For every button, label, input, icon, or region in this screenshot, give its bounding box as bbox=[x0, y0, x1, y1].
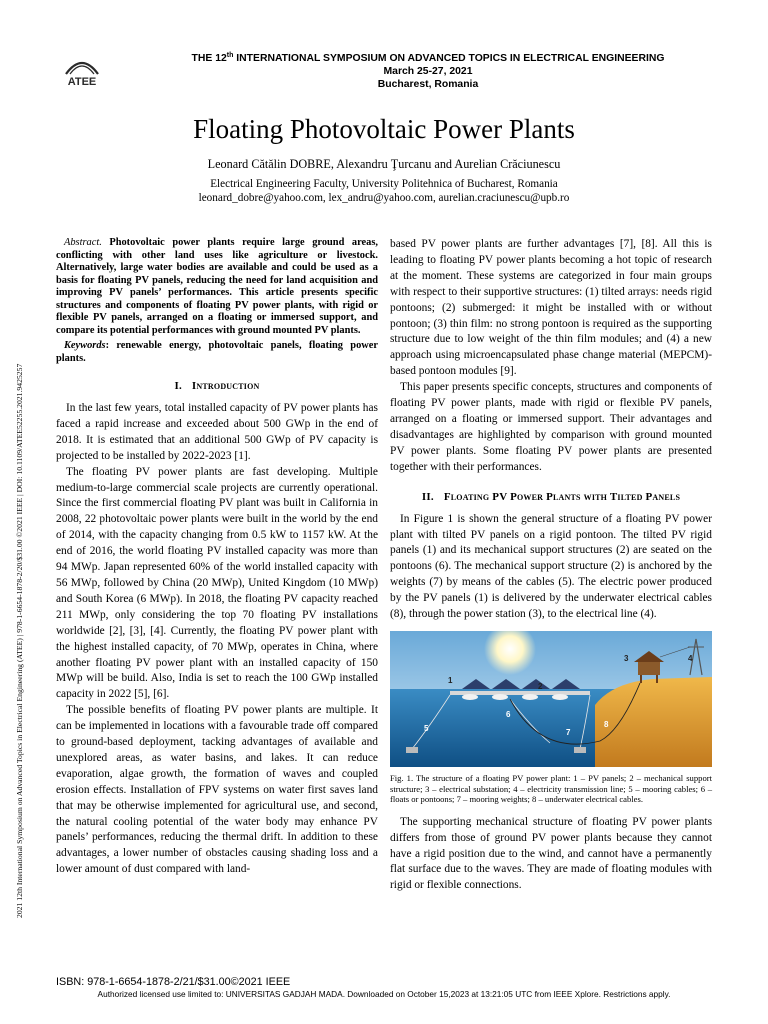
abstract bbox=[56, 237, 378, 337]
keywords-lead: Keywords bbox=[64, 340, 106, 351]
isbn-footer: ISBN: 978-1-6654-1878-2/21/$31.00©2021 IEEE bbox=[56, 976, 291, 988]
callout-4: 4 bbox=[688, 653, 693, 663]
shore-land bbox=[595, 677, 712, 767]
right-paragraph-1: based PV power plants are further advantages [7], [8]. All this is leading to floating PV power plants becoming a hot topic of research at the moment. These systems are categorized in four main groups with respect to their supportive structures: (1) tilted arrays: needs rigid pontoons; (2) submerged: it might be installed with or without pontoon; (3) thin film: no strong pontoon is required as the supporting structure due to low weight of the thin film modules; and (4) a new approach using microencapsulated phase change material (MEPCM)-based pontoon modules [9]. bbox=[390, 238, 712, 378]
floating-pv-plant-illustration bbox=[390, 631, 712, 767]
callout-8: 8 bbox=[604, 719, 609, 729]
conference-line-1-prefix: THE 12 bbox=[191, 53, 227, 64]
license-notice: Authorized licensed use limited to: UNIVERSITAS GADJAH MADA. Downloaded on October 15,2023 at 13:21:05 UTC from IEEE Xplore. Restrictions apply. bbox=[97, 989, 671, 999]
callout-5: 5 bbox=[424, 723, 429, 733]
figure-1-caption: Fig. 1. The structure of a floating PV power plant: 1 – PV panels; 2 – mechanical support structure; 3 – electrical substation; 4 – electricity transmission line; 5 – mooring cables; 6 – floats or pontoons; 7 – mooring weights; 8 – underwater electrical cables. bbox=[390, 772, 712, 805]
callout-3: 3 bbox=[624, 653, 629, 663]
callout-6: 6 bbox=[506, 709, 511, 719]
conference-dates: March 25-27, 2021 bbox=[383, 66, 473, 77]
author-emails: leonard_dobre@yahoo.com, lex_andru@yahoo.com, aurelian.craciunescu@upb.ro bbox=[198, 192, 570, 204]
keywords bbox=[56, 340, 378, 365]
atee-logo bbox=[60, 54, 104, 90]
left-column bbox=[56, 237, 378, 878]
section-title: Introduction bbox=[191, 380, 260, 392]
atee-logo-icon bbox=[60, 54, 104, 90]
section-number: I. bbox=[174, 380, 182, 392]
conference-title-block bbox=[108, 52, 748, 91]
intro-paragraph-2: The floating PV power plants are fast developing. Multiple medium-to-large commercial scale projects are currently operational. Since the first commercial floating PV plant was built in California in 2008, 22 photovoltaic power plants were built in the world by the end of 2014, with the capacity changing from 0.5 kW to 1157 kW. At the end of 2016, the world floating PV installed capacity was more than 94 MWp. Japan represented 60% of the world installed capacity with 56 MWp, followed by China (20 MWp), United Kingdom (10 MWp) and South Korea (6 MWp). In 2018, the floating PV capacity reached 211 MWp, only considering the top 70 floating PV installations worldwide [2], [3], [4]. Currently, the floating PV power plant with the highest installed capacity, of 70 MWp, operates in China, where another floating PV power plant with an installed capacity of 150 MWp will be build. Also, India is set to reach the 100 GWp installed capacity in 2022 [5], [6]. bbox=[56, 465, 378, 701]
abstract-text: Photovoltaic power plants require large ground areas, conflicting with other land uses like agriculture or livestock. Alternatively, large water bodies are available and could be used as a basis for floating PV panels, reducing the need for land acquisition and improving PV panels’ performances. This article presents specific structures and components of floating PV power plants, with rigid or flexible PV panels, arranged on a floating or immersed support, and compare its potential performances with ground mounted PV plants. bbox=[56, 237, 378, 336]
section-heading-tilted-panels bbox=[390, 490, 712, 504]
figure-1-illustration bbox=[390, 631, 712, 767]
section-title: Floating PV Power Plants with Tilted Panels bbox=[443, 490, 681, 503]
conference-header bbox=[60, 52, 760, 96]
callout-1: 1 bbox=[448, 675, 453, 685]
paper-title: Floating Photovoltaic Power Plants bbox=[193, 114, 575, 144]
svg-text:ATEE: ATEE bbox=[67, 76, 97, 88]
conference-line-1-suffix: INTERNATIONAL SYMPOSIUM ON ADVANCED TOPICS IN ELECTRICAL ENGINEERING bbox=[233, 53, 665, 64]
vertical-citation-text: 2021 12th International Symposium on Advanced Topics in Electrical Engineering (ATEE) | 978-1-6654-1878-2/20/$31.00 ©2021 IEEE | DOI: 10.1109/ATEE52255.2021.9425257 bbox=[15, 363, 24, 918]
conference-line-1-sup: th bbox=[226, 52, 234, 59]
right-paragraph-2: This paper presents specific concepts, structures and components of floating PV power plants, made with rigid or flexible PV panels, arranged on a floating or immersed support. Their advantages and disadvantages are highlighted by comparison with ground mounted PV power plants. Some floating PV power plants are presented together with their performances. bbox=[390, 381, 712, 473]
section-number: II. bbox=[421, 490, 434, 503]
abstract-lead: Abstract. bbox=[64, 237, 102, 248]
paper-authors: Leonard Cătălin DOBRE, Alexandru Ţurcanu and Aurelian Crăciunescu bbox=[207, 157, 561, 171]
author-affiliation: Electrical Engineering Faculty, University Politehnica of Bucharest, Romania bbox=[210, 178, 558, 190]
keywords-text: : renewable energy, photovoltaic panels, floating power plants. bbox=[56, 340, 378, 364]
intro-paragraph-1: In the last few years, total installed capacity of PV power plants has faced a rapid increase and exceeded about 500 GWp in the end of 2018. It is estimated that an additional 500 GWp of PV capacity is projected to be installed by 2022-2023 [1]. bbox=[56, 402, 378, 462]
conference-line-1 bbox=[108, 52, 748, 65]
right-column bbox=[390, 237, 712, 894]
section-heading-introduction bbox=[56, 379, 378, 393]
vertical-citation-strip bbox=[8, 158, 24, 918]
right-paragraph-4: The supporting mechanical structure of floating PV power plants differs from those of ground PV power plants because they cannot have a rigid position due to the wind, and cannot have a permanently flat surface due to the waves. They are made of floating modules with rigid or flexible connections. bbox=[390, 815, 712, 892]
conference-location: Bucharest, Romania bbox=[377, 79, 479, 90]
callout-7: 7 bbox=[566, 727, 571, 737]
right-paragraph-3: In Figure 1 is shown the general structure of a floating PV power plant with tilted PV panels on a rigid pontoon. The tilted PV rigid panels (1) and its mechanical support structures (2) are seated on the pontoons (6). The mechanical support structure (2) is anchored by the weights (7) by means of the cables (5). The electric power produced by the PV panels (1) is delivered by the underwater electrical cables (8), through the power station (3), to the electrical line (4). bbox=[390, 512, 712, 621]
intro-paragraph-3: The possible benefits of floating PV power plants are multiple. It can be implemented in locations with a favourable trade off compared to ground-based deployment, tacking advantages of available and unexplored areas, as water basins, and lakes. It can reduce evaporation, algae growth, the formation of waves and coupled erosion effects. Installation of FPV systems on water first saves land that may be otherwise implemented for agricultural use, and second, the natural cooling potential of the water body may enhance PV panels’ performances, reducing the thermal drift. In addition to these advantages, a lower number of obstacles causing shading loss and a lower amount of dust compared with land- bbox=[56, 704, 378, 876]
callout-2: 2 bbox=[538, 681, 543, 691]
